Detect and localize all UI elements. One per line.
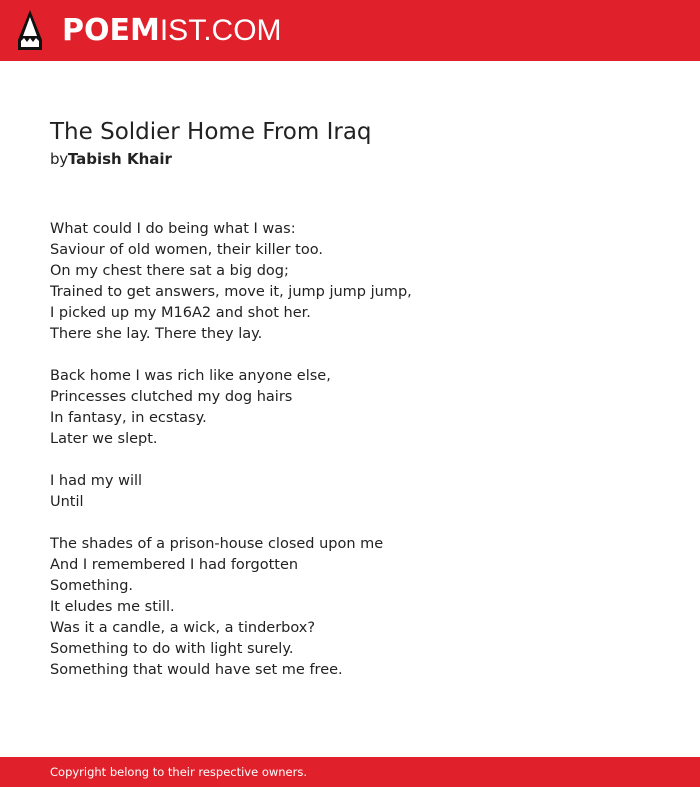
author-name: Tabish Khair (67, 150, 172, 168)
byline (50, 149, 172, 169)
logo-bold-text: POEM (62, 13, 160, 48)
poem-line: Princesses clutched my dog hairs (50, 389, 293, 405)
copyright-notice: Copyright belong to their respective owners. (50, 765, 308, 779)
poem-line: Something that would have set me free. (50, 662, 343, 678)
site-footer (0, 757, 700, 787)
poem-body (50, 219, 650, 702)
byline-prefix: by (50, 150, 68, 168)
poem-line: What could I do being what I was: (50, 221, 296, 237)
poem-line: In fantasy, in ecstasy. (50, 410, 207, 426)
stanza-2 (50, 366, 650, 450)
poem-line: Something. (50, 578, 134, 594)
poem-line: I had my will (50, 473, 143, 489)
stanza-3 (50, 471, 650, 513)
stanza-4 (50, 534, 650, 681)
poem-line: Saviour of old women, their killer too. (50, 242, 323, 258)
poem-line: And I remembered I had forgotten (50, 557, 299, 573)
pencil-tip-icon[interactable] (18, 10, 42, 50)
poem-line: Was it a candle, a wick, a tinderbox? (50, 620, 316, 636)
poem-line: Back home I was rich like anyone else, (50, 368, 331, 384)
poem-line: It eludes me still. (50, 599, 175, 615)
site-header (0, 0, 700, 61)
poem-line: On my chest there sat a big dog; (50, 263, 289, 279)
stanza-1 (50, 219, 650, 345)
poem-title: The Soldier Home From Iraq (50, 119, 372, 145)
poem-line: I picked up my M16A2 and shot her. (50, 305, 311, 321)
poem-line: The shades of a prison-house closed upon me (50, 536, 384, 552)
poem-line: Later we slept. (50, 431, 158, 447)
poem-line: Until (50, 494, 84, 510)
logo-light-text: IST.COM (159, 14, 282, 47)
site-logo[interactable] (62, 13, 282, 49)
poem-line: There she lay. There they lay. (50, 326, 263, 342)
poem-line: Something to do with light surely. (50, 641, 294, 657)
poem-line: Trained to get answers, move it, jump jump jump, (50, 284, 412, 300)
